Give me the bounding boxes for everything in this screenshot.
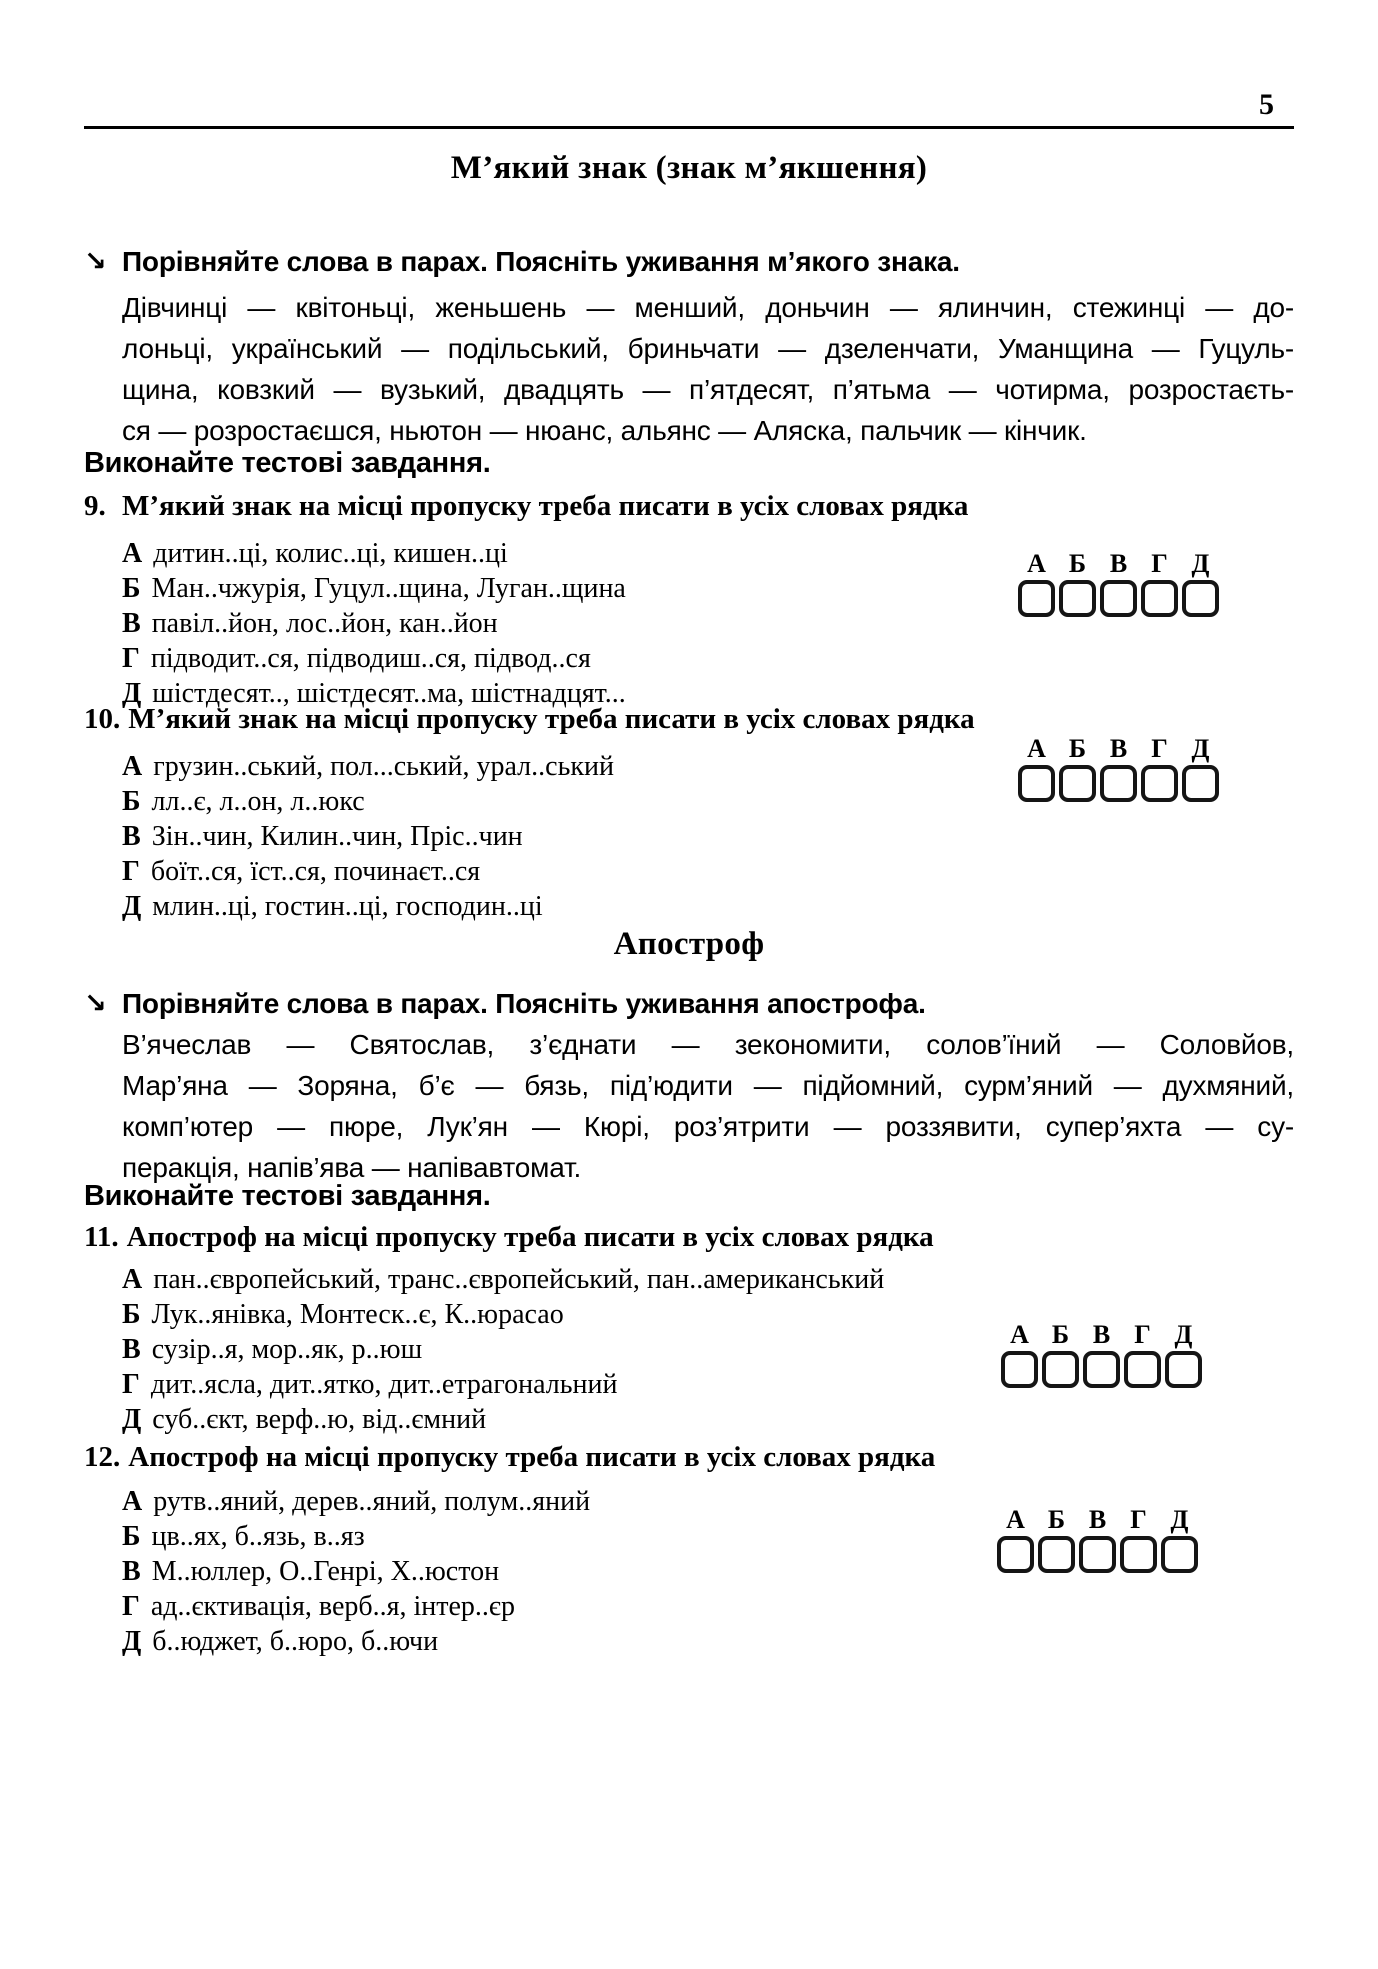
option-row [122,641,626,676]
answer-grid-letters [1018,549,1219,579]
paragraph-line: В’ячеслав — Святослав, з’єднати — зекономити, солов’їний — Соловйов, [122,1029,1294,1060]
answer-box[interactable] [1059,580,1096,617]
answer-grid-letters [1018,734,1219,764]
answer-box[interactable] [1079,1536,1116,1573]
option-row [122,606,626,641]
question-text: Апостроф на місці пропуску треба писати в усіх словах рядка [126,1221,934,1253]
option-row [122,1367,884,1402]
answer-letter: В [1109,549,1128,578]
answer-box[interactable] [1100,580,1137,617]
option-letter: А [122,751,143,782]
option-text: шістдесят.., шістдесят..ма, шістнадцят... [152,678,626,709]
option-letter: Г [122,1369,140,1400]
answer-letter: В [1088,1505,1107,1534]
question-text: М’який знак на місці пропуску треба писати в усіх словах рядка [128,703,975,735]
answer-box[interactable] [997,1536,1034,1573]
option-text: ад..єктивація, верб..я, інтер..єр [150,1591,515,1622]
option-letter: В [122,821,141,852]
answer-letter: А [1027,549,1046,578]
paragraph-line: Дівчинці — квітоньці, женьшень — менший, доньчин — ялинчин, стежинці — до- [122,292,1294,323]
exercise-instruction-block [84,988,1294,1020]
answer-letter: Г [1134,1320,1151,1349]
question-text: М’який знак на місці пропуску треба писати в усіх словах рядка [122,490,969,522]
option-text: боїт..ся, їст..ся, починаєт..ся [150,856,481,887]
tasks-heading: Виконайте тестові завдання. [84,447,491,479]
paragraph-line: лоньці, український — подільський, бриньчати — дзеленчати, Уманщина — Гуцуль- [122,333,1294,364]
option-text: пан..європейський, транс..європейський, пан..американський [153,1264,885,1295]
question-options [122,536,626,711]
option-letter: А [122,1486,143,1517]
answer-letter: Б [1051,1320,1070,1349]
option-text: дитин..ці, колис..ці, кишен..ці [153,538,508,569]
option-text: М..юллер, О..Генрі, Х..юстон [151,1556,500,1587]
paragraph-line: ся — розростаєшся, ньютон — нюанс, альянс — Аляска, пальчик — кінчик. [122,415,1087,446]
option-row [122,1589,590,1624]
arrow-bullet-icon: ↘ [84,988,107,1019]
answer-grid-boxes [1018,580,1219,617]
answer-box[interactable] [1018,765,1055,802]
option-text: павіл..йон, лос..йон, кан..йон [151,608,498,639]
option-text: суб..єкт, верф..ю, від..ємний [152,1404,487,1435]
answer-grid-q9 [1018,549,1219,617]
option-row [122,1554,590,1589]
arrow-bullet-icon: ↘ [84,246,107,277]
answer-letter: Д [1170,1505,1189,1534]
answer-letter: Д [1174,1320,1193,1349]
option-letter: Г [122,643,140,674]
answer-box[interactable] [1038,1536,1075,1573]
answer-box[interactable] [1182,580,1219,617]
option-row [122,784,614,819]
option-row [122,889,614,924]
option-text: цв..ях, б..язь, в..яз [151,1521,365,1552]
answer-box[interactable] [1059,765,1096,802]
answer-letter: Г [1130,1505,1147,1534]
word-pairs-paragraph [122,1024,1294,1188]
question-number: 11. [84,1221,119,1253]
question-stem [84,490,968,523]
option-letter: Д [122,678,142,709]
answer-box[interactable] [1083,1351,1120,1388]
option-row [122,1484,590,1519]
question-text: Апостроф на місці пропуску треба писати в усіх словах рядка [128,1441,936,1473]
answer-grid-q12 [997,1505,1198,1573]
option-letter: В [122,1334,141,1365]
option-letter: Б [122,786,141,817]
answer-box[interactable] [1100,765,1137,802]
option-letter: А [122,1264,143,1295]
answer-letter: Б [1068,549,1087,578]
tasks-heading: Виконайте тестові завдання. [84,1180,491,1212]
option-letter: Г [122,1591,140,1622]
option-letter: Б [122,1299,141,1330]
option-row [122,1624,590,1659]
answer-box[interactable] [1124,1351,1161,1388]
option-text: сузір..я, мор..як, р..юш [151,1334,423,1365]
question-stem [84,1221,934,1254]
answer-letter: А [1010,1320,1029,1349]
option-letter: Б [122,1521,141,1552]
question-number: 10. [84,703,121,735]
answer-box[interactable] [1182,765,1219,802]
option-text: рутв..яний, дерев..яний, полум..яний [153,1486,591,1517]
exercise-instruction: Порівняйте слова в парах. Поясніть уживання апострофа. [122,988,926,1019]
question-options [122,1484,590,1659]
option-letter: Д [122,1404,142,1435]
paragraph-line: перакція, напів’ява — напівавтомат. [122,1152,582,1183]
option-row [122,1402,884,1437]
word-pairs-paragraph [122,287,1294,451]
exercise-instruction-block [84,246,1294,278]
option-text: грузин..ський, пол...ський, урал..ський [153,751,614,782]
answer-grid-boxes [997,1536,1198,1573]
question-number: 12. [84,1441,121,1473]
header-rule [84,126,1294,129]
question-options [122,749,614,924]
answer-box[interactable] [1161,1536,1198,1573]
answer-box[interactable] [1001,1351,1038,1388]
option-row [122,1332,884,1367]
answer-grid-q10 [1018,734,1219,802]
section-title: М’який знак (знак м’якшення) [450,150,928,186]
exercise-instruction: Порівняйте слова в парах. Поясніть уживання м’якого знака. [122,246,960,277]
answer-letter: Д [1191,734,1210,763]
answer-grid-letters [1001,1320,1202,1350]
option-letter: В [122,608,141,639]
answer-letter: Б [1068,734,1087,763]
answer-letter: В [1109,734,1128,763]
answer-letter: В [1092,1320,1111,1349]
answer-box[interactable] [1165,1351,1202,1388]
option-letter: Б [122,573,141,604]
option-row [122,854,614,889]
option-row [122,1519,590,1554]
question-options [122,1262,884,1437]
section-title: Апостроф [613,926,765,962]
answer-letter: Б [1047,1505,1066,1534]
option-text: підводит..ся, підводиш..ся, підвод..ся [150,643,591,674]
option-letter: А [122,538,143,569]
option-row [122,571,626,606]
option-text: б..юджет, б..юро, б..ючи [152,1626,439,1657]
answer-letter: Г [1151,734,1168,763]
option-letter: В [122,1556,141,1587]
option-letter: Г [122,856,140,887]
option-text: Ман..чжурія, Гуцул..щина, Луган..щина [151,573,626,604]
option-text: млин..ці, гостин..ці, господин..ці [152,891,543,922]
answer-box[interactable] [1141,765,1178,802]
answer-grid-boxes [1001,1351,1202,1388]
question-number: 9. [84,490,106,522]
option-row [122,819,614,854]
answer-grid-letters [997,1505,1198,1535]
question-stem [84,1441,935,1474]
answer-box[interactable] [1120,1536,1157,1573]
paragraph-line: комп’ютер — пюре, Лук’ян — Кюрі, роз’ятрити — роззявити, супер’яхта — су- [122,1111,1294,1142]
answer-letter: Г [1151,549,1168,578]
option-letter: Д [122,891,142,922]
answer-box[interactable] [1018,580,1055,617]
option-row [122,1297,884,1332]
answer-grid-q11 [1001,1320,1202,1388]
answer-box[interactable] [1042,1351,1079,1388]
answer-grid-boxes [1018,765,1219,802]
paragraph-line: Мар’яна — Зоряна, б’є — бязь, під’юдити — підйомний, сурм’яний — духмяний, [122,1070,1294,1101]
option-text: Лук..янівка, Монтеск..є, К..юрасао [151,1299,564,1330]
option-text: дит..ясла, дит..ятко, дит..етрагональний [150,1369,618,1400]
paragraph-line: щина, ковзкий — вузький, двадцять — п’ятдесят, п’ятьма — чотирма, розростаєть- [122,374,1294,405]
option-row [122,1262,884,1297]
answer-letter: Д [1191,549,1210,578]
question-stem [84,703,975,736]
option-text: лл..є, л..он, л..юкс [151,786,365,817]
option-text: Зін..чин, Килин..чин, Пріс..чин [151,821,523,852]
answer-box[interactable] [1141,580,1178,617]
answer-letter: А [1027,734,1046,763]
answer-letter: А [1006,1505,1025,1534]
option-row [122,536,626,571]
option-letter: Д [122,1626,142,1657]
page-number: 5 [1259,88,1274,121]
option-row [122,749,614,784]
